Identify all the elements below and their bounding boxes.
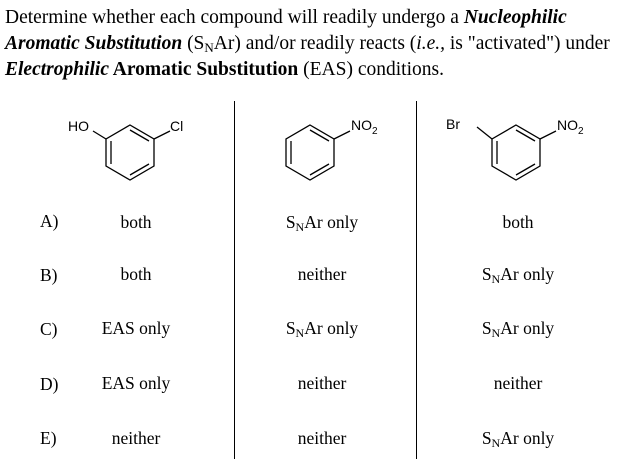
question-text-activated: is "activated") under: [444, 33, 610, 54]
compound-3-benzene-ring: [477, 125, 556, 180]
row-c-compound-1: EAS only: [101, 318, 171, 338]
column-divider-left: [234, 101, 235, 459]
compound-1-structure: [60, 110, 200, 185]
row-e-compound-1: neither: [111, 428, 161, 448]
row-d-compound-2: neither: [297, 373, 347, 393]
row-label-c: C): [40, 319, 58, 339]
row-label-d: D): [40, 374, 59, 394]
compound-1-substituent-cl: Cl: [170, 118, 184, 134]
row-e-compound-2: neither: [297, 428, 347, 448]
row-a-compound-1: both: [120, 212, 152, 232]
question-term-aromatic-substitution: Aromatic Substitution: [109, 59, 299, 80]
question-text-eas: (EAS) conditions.: [298, 59, 444, 80]
row-label-b: B): [40, 265, 58, 285]
row-c-compound-2: $S_NAr$ only: [285, 318, 359, 340]
question-term-snar: Nucleophilic Aromatic Substitution: [5, 7, 567, 54]
row-label-a: A): [40, 211, 59, 231]
question-text-ie: i.e.,: [416, 33, 445, 54]
question-text-snar-subscript: N: [204, 40, 214, 55]
row-d-compound-3: neither: [493, 373, 543, 393]
column-divider-right: [416, 101, 417, 459]
row-label-e: E): [40, 428, 57, 448]
row-c-compound-3: $S_NAr$ only: [481, 318, 555, 340]
compound-1-substituent-ho: HO: [68, 118, 89, 134]
question-term-electrophilic: Electrophilic: [5, 59, 109, 80]
question-text-intro: Determine whether each compound will readily undergo a: [5, 7, 464, 28]
compound-3-substituent-br: Br: [446, 116, 460, 132]
row-a-compound-3: both: [502, 212, 534, 232]
row-d-compound-1: EAS only: [101, 373, 171, 393]
compound-2-structure: [270, 110, 400, 185]
row-b-compound-1: both: [120, 264, 152, 284]
question-text-snar-open: (S: [182, 33, 205, 54]
compound-1-benzene-ring: [93, 125, 170, 180]
question-text: [5, 5, 617, 83]
row-a-compound-2: $S_NAr$ only: [285, 212, 359, 234]
compound-3-substituent-no2: $NO_2$: [557, 117, 584, 137]
compound-2-substituent-no2: $NO_2$: [351, 117, 378, 137]
row-e-compound-3: $S_NAr$ only: [481, 428, 555, 450]
row-b-compound-2: neither: [297, 264, 347, 284]
row-b-compound-3: $S_NAr$ only: [481, 264, 555, 286]
compound-3-structure: [440, 110, 590, 185]
question-text-activated-intro: Ar) and/or readily reacts (: [213, 33, 417, 54]
compound-2-benzene-ring: [286, 125, 350, 180]
